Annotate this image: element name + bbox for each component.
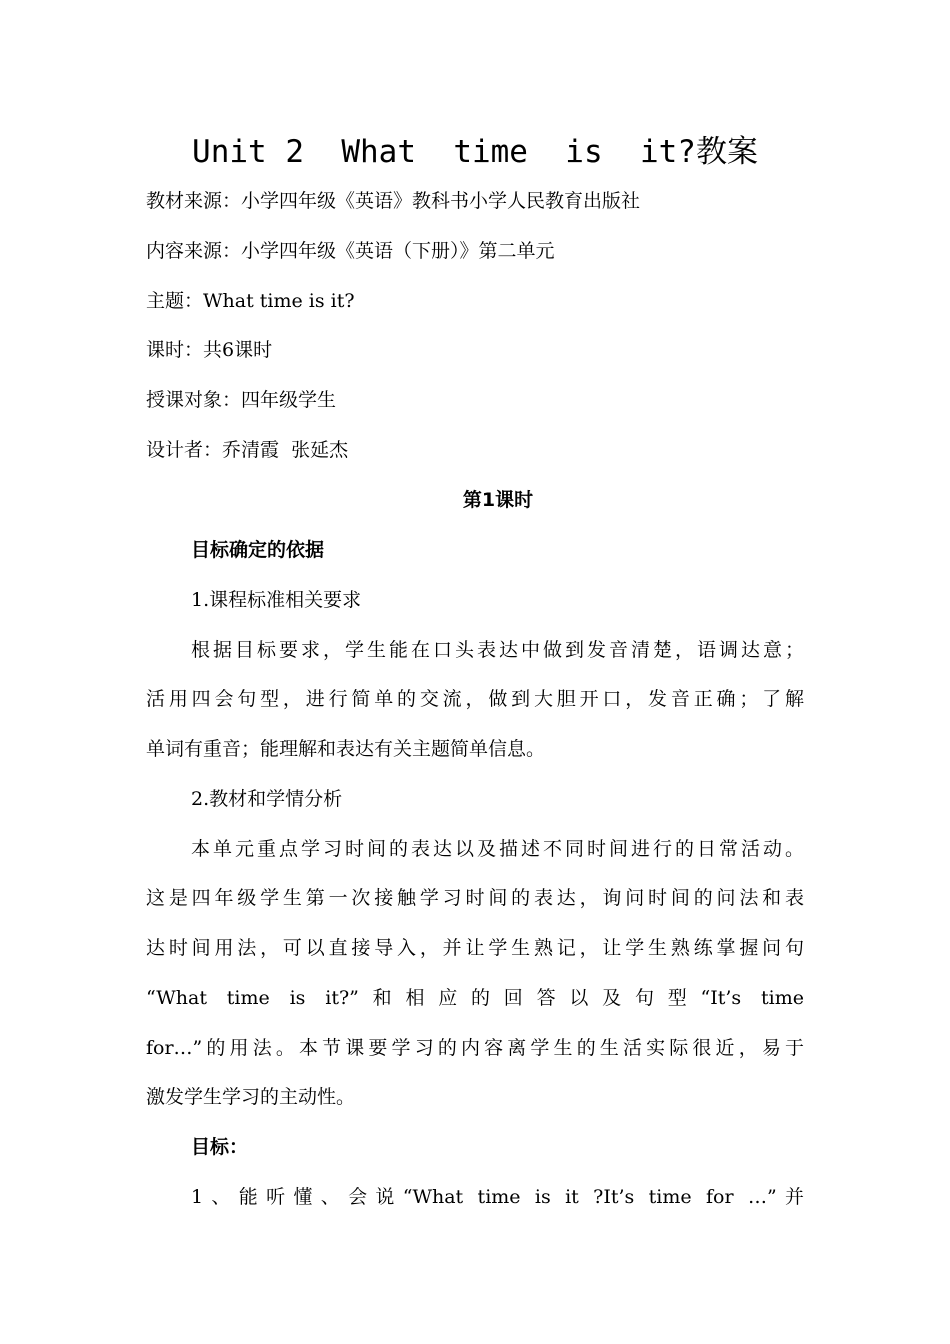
- meta-content-source: 内容来源：小学四年级《英语（下册）》第二单元: [146, 240, 555, 262]
- paragraph-line: 根据目标要求，学生能在口头表达中做到发音清楚，语调达意；: [191, 639, 804, 661]
- meta-topic: 主题：What time is it?: [146, 290, 355, 312]
- objective-item: 1、能听懂、会说“What time is it ?It’s time for …”并: [191, 1186, 804, 1208]
- paragraph-line: 激发学生学习的主动性。: [146, 1086, 356, 1108]
- meta-periods: 课时：共6课时: [146, 339, 273, 361]
- paragraph-line: 达时间用法，可以直接导入，并让学生熟记，让学生熟练掌握问句: [146, 937, 804, 959]
- paragraph-line: 这是四年级学生第一次接触学习时间的表达，询问时间的问法和表: [146, 887, 804, 909]
- paragraph-line: 活用四会句型，进行简单的交流，做到大胆开口，发音正确；了解: [146, 688, 804, 710]
- paragraph-line: “What time is it?”和相应的回答以及句型“It’s time: [146, 987, 804, 1009]
- meta-textbook-source: 教材来源：小学四年级《英语》教科书小学人民教育出版社: [146, 190, 641, 212]
- paragraph-line: 单词有重音；能理解和表达有关主题简单信息。: [146, 738, 546, 760]
- section-heading-basis: 目标确定的依据: [191, 539, 325, 561]
- paragraph-line: for…”的用法。本节课要学习的内容离学生的生活实际很近，易于: [146, 1037, 804, 1059]
- meta-audience: 授课对象：四年级学生: [146, 389, 337, 411]
- document-title: Unit 2 What time is it?教案: [192, 134, 758, 170]
- item-analysis-title: 2.教材和学情分析: [191, 788, 343, 810]
- paragraph-line: 本单元重点学习时间的表达以及描述不同时间进行的日常活动。: [191, 838, 804, 860]
- item-curriculum-title: 1.课程标准相关要求: [191, 589, 362, 611]
- section-heading-objectives: 目标：: [191, 1136, 249, 1158]
- meta-designers: 设计者：乔清霞 张延杰: [146, 439, 349, 461]
- lesson-heading: 第1课时: [462, 489, 534, 511]
